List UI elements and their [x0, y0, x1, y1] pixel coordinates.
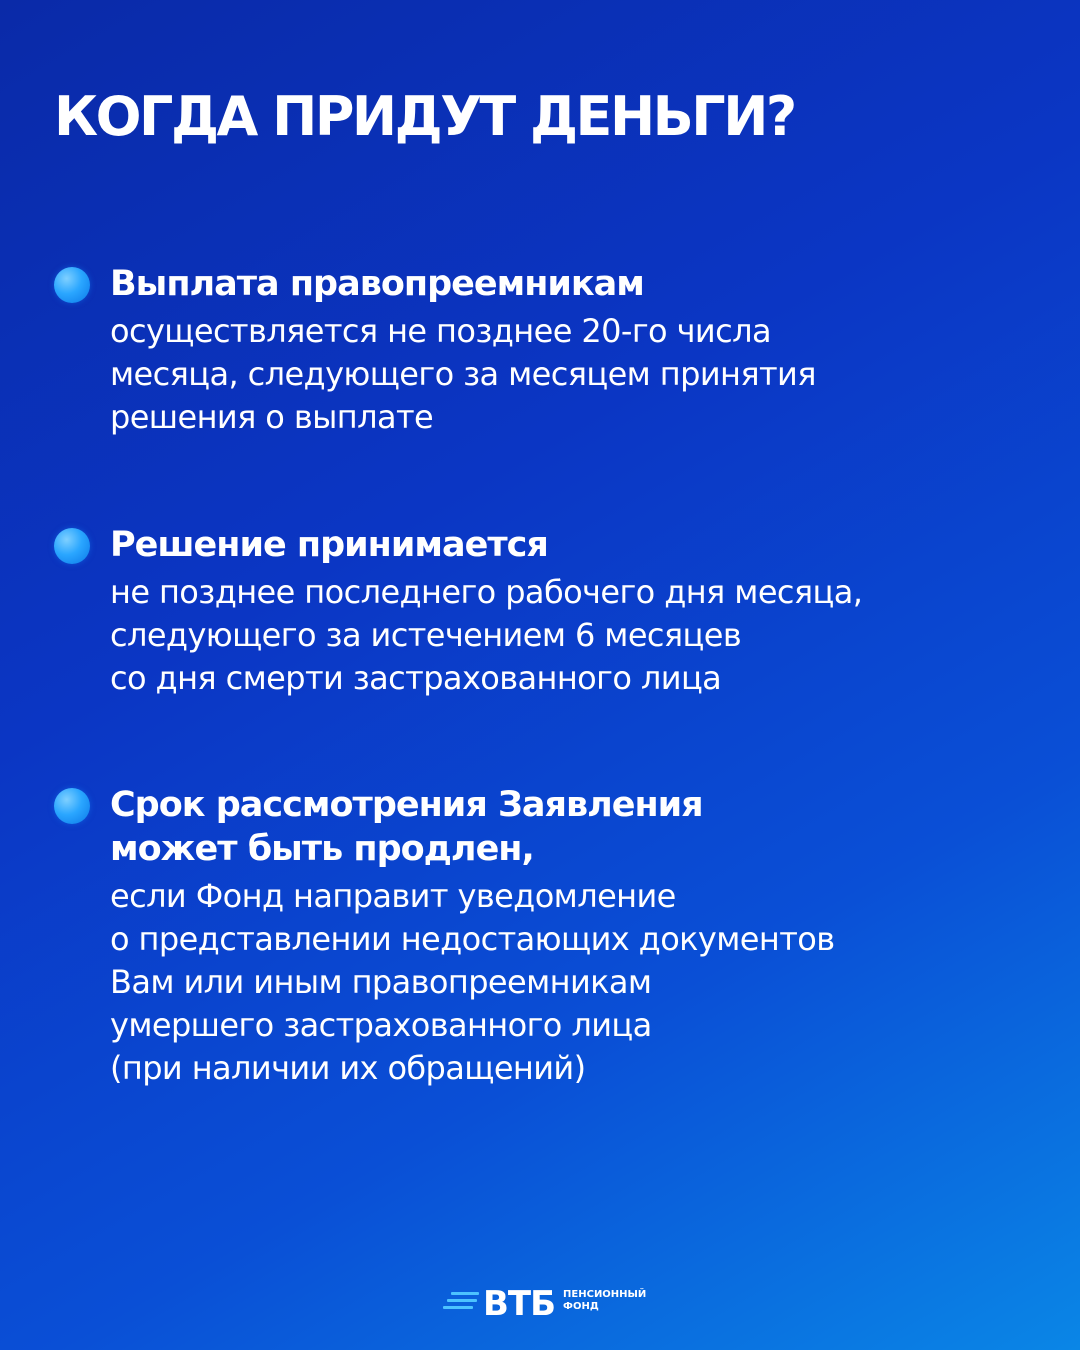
section-heading-line: Решение принимается	[110, 525, 548, 565]
section-heading	[110, 523, 1034, 567]
section-body	[110, 571, 1034, 700]
brand-subtitle-line: ПЕНСИОННЫЙ	[563, 1289, 647, 1300]
vtb-pension-fund-logo	[443, 1282, 646, 1326]
section-body-line: если Фонд направит уведомление	[110, 877, 676, 915]
brand-subtitle-line: ФОНД	[563, 1301, 599, 1312]
section-heading-line: Срок рассмотрения Заявления	[110, 785, 703, 825]
section-decision-made	[54, 523, 1034, 700]
section-heading	[110, 262, 1034, 306]
brand-subtitle	[563, 1289, 646, 1313]
section-body-line: умершего застрахованного лица	[110, 1006, 652, 1044]
section-body-line: о представлении недостающих документов	[110, 920, 835, 958]
section-heading-line: может быть продлен,	[110, 829, 534, 869]
section-body	[110, 310, 1034, 439]
section-review-period-extension	[54, 783, 1034, 1090]
section-heading	[110, 783, 1034, 871]
section-body-line: не позднее последнего рабочего дня месяца,	[110, 573, 863, 611]
section-body-line: Вам или иным правопреемникам	[110, 963, 652, 1001]
section-heading-line: Выплата правопреемникам	[110, 264, 644, 304]
section-body-line: решения о выплате	[110, 398, 434, 436]
section-body-line: со дня смерти застрахованного лица	[110, 659, 722, 697]
section-body	[110, 875, 1034, 1090]
section-body-line: осуществляется не позднее 20-го числа	[110, 312, 771, 350]
bullet-dot-icon	[54, 528, 90, 564]
section-payout-to-successors	[54, 262, 1034, 439]
vtb-logo-icon	[443, 1292, 479, 1309]
bullet-dot-icon	[54, 788, 90, 824]
section-body-line: месяца, следующего за месяцем принятия	[110, 355, 816, 393]
section-body-line: (при наличии их обращений)	[110, 1049, 586, 1087]
section-body-line: следующего за истечением 6 месяцев	[110, 616, 742, 654]
brand-name: ВТБ	[483, 1284, 556, 1324]
bullet-dot-icon	[54, 267, 90, 303]
page-title: КОГДА ПРИДУТ ДЕНЬГИ?	[54, 85, 795, 148]
